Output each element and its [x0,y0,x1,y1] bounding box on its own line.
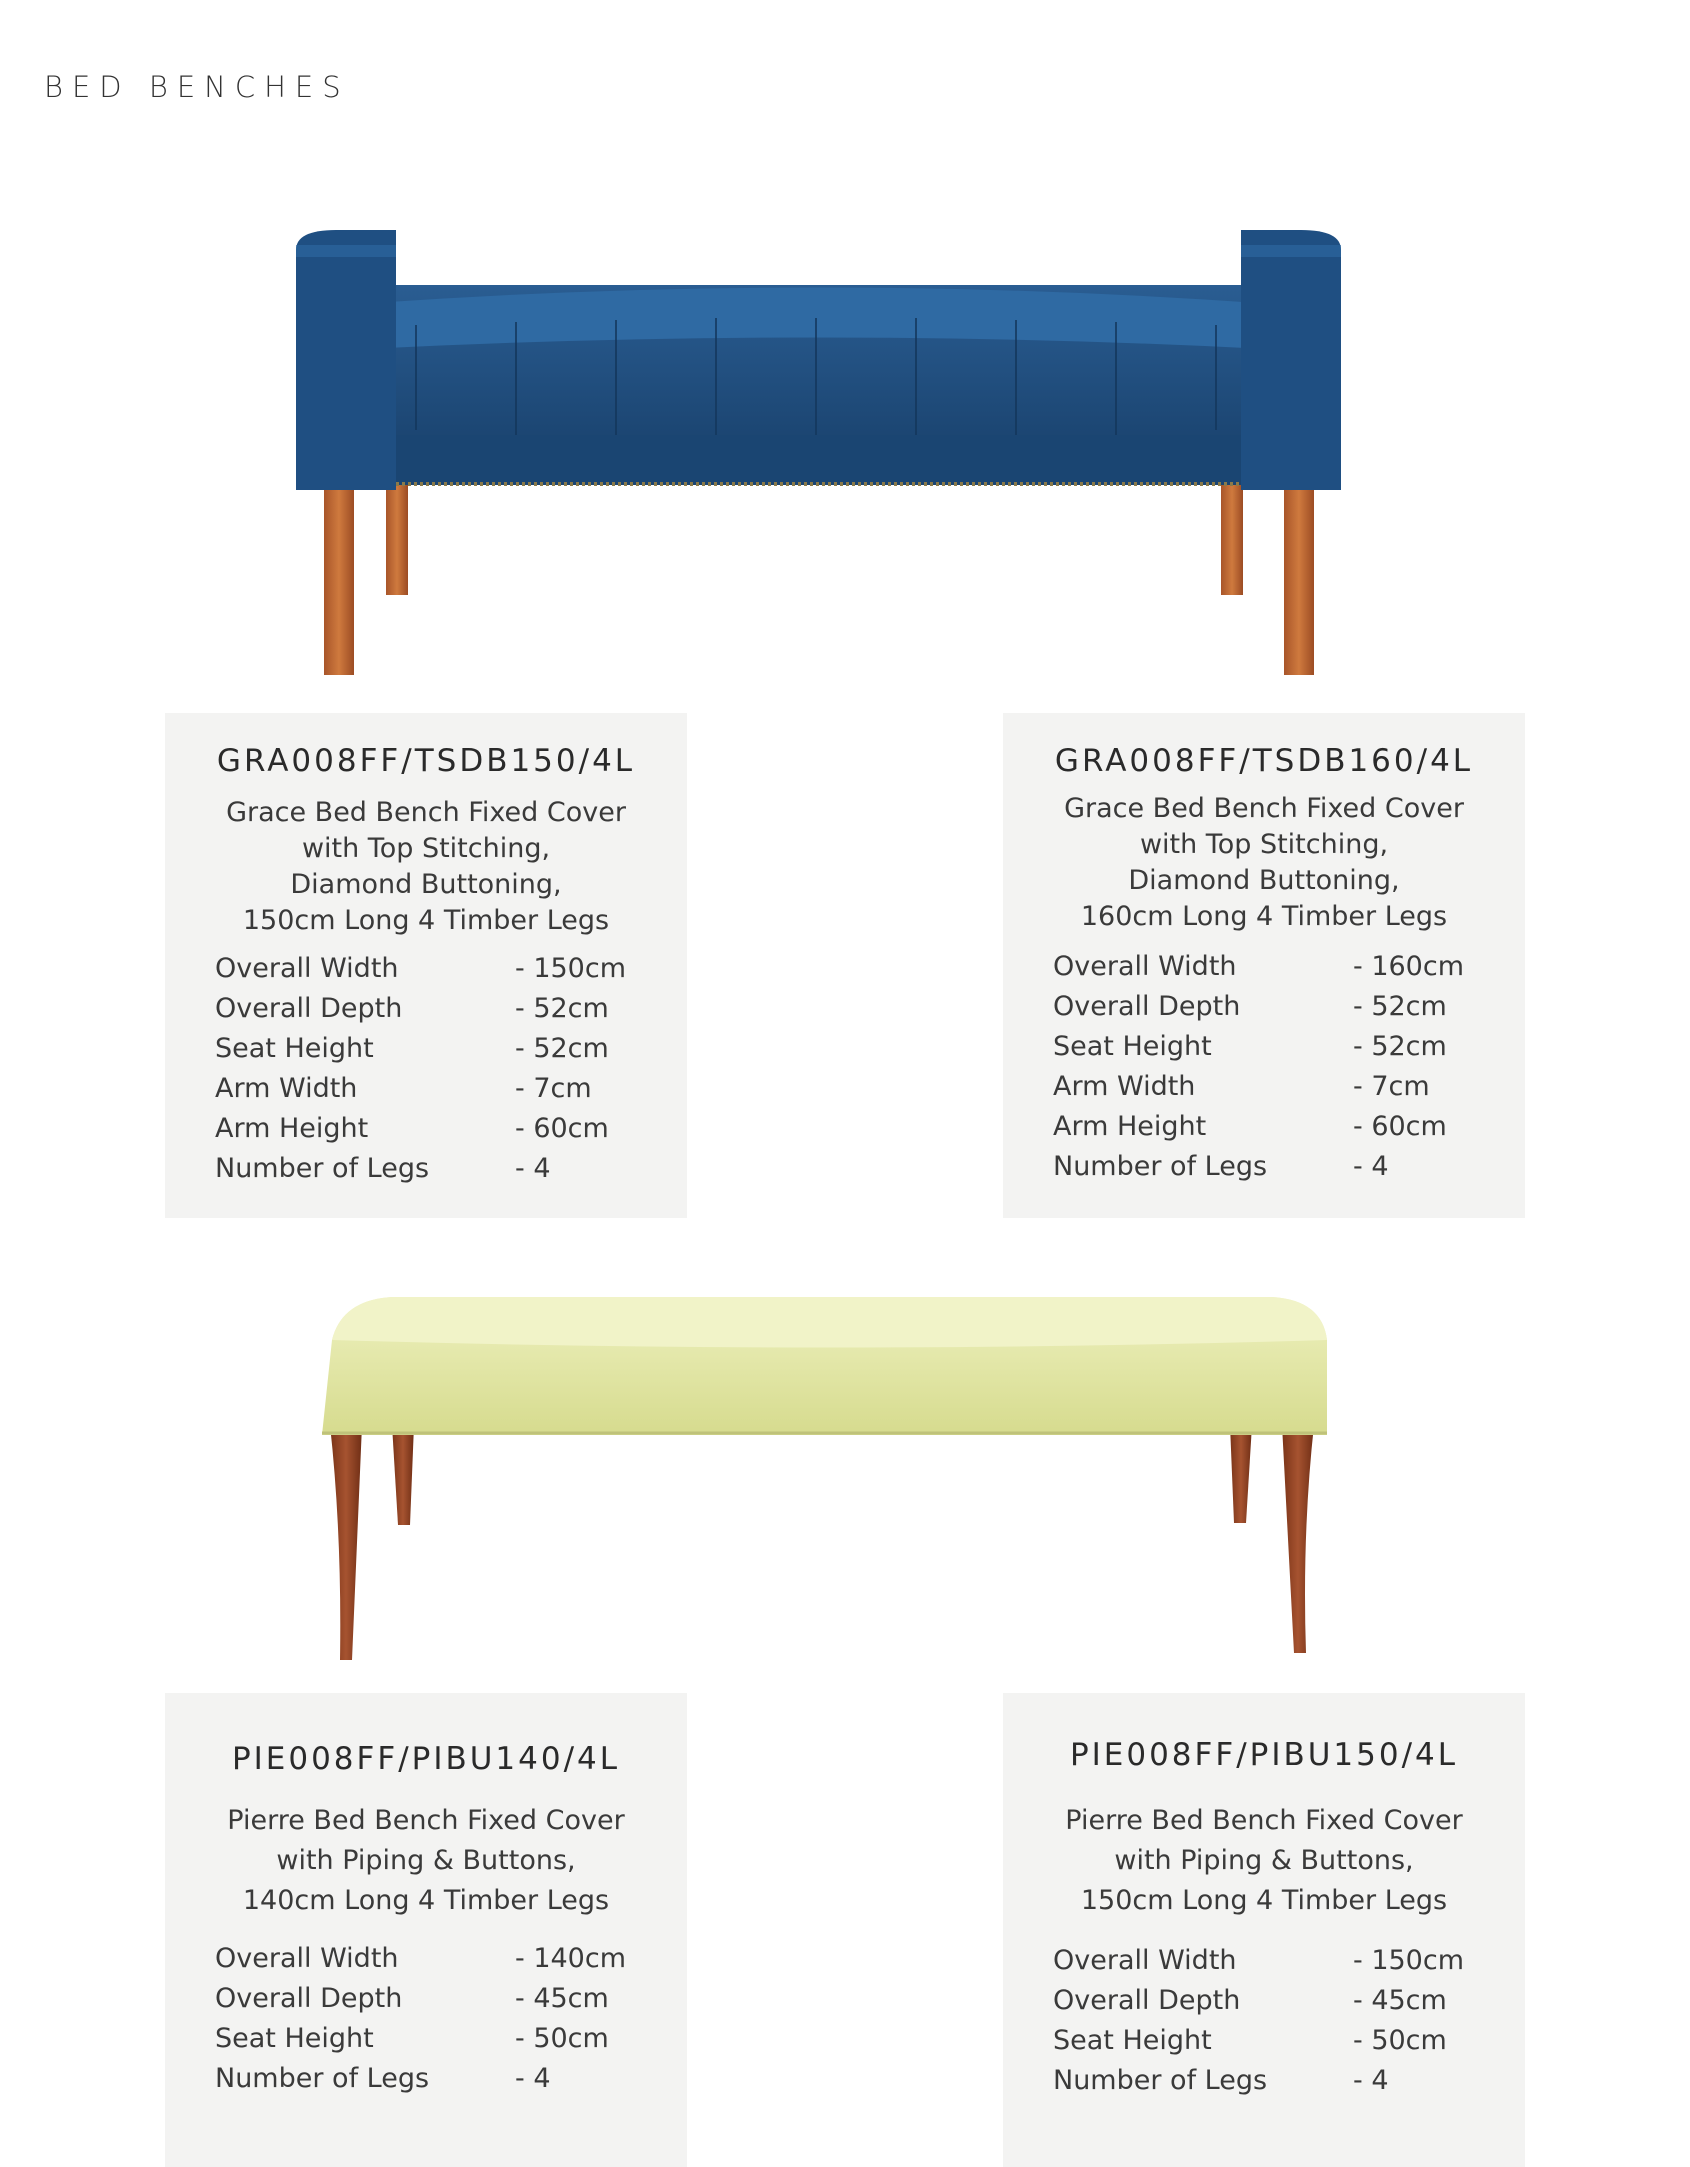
spec-row [1053,951,1493,991]
description-line: Grace Bed Bench Fixed Cover [226,797,626,828]
description-line: Pierre Bed Bench Fixed Cover [1065,1805,1463,1836]
spec-value: - 160cm [1353,951,1465,982]
spec-value: - 45cm [515,1983,609,2014]
spec-value: - 60cm [515,1113,609,1144]
spec-value: - 52cm [515,993,609,1024]
description-line: Grace Bed Bench Fixed Cover [1064,793,1464,824]
spec-label: Overall Width [215,953,399,984]
product-card-pie008ff-pibu140 [165,1693,687,2167]
description-line: with Piping & Buttons, [276,1845,576,1876]
product-description [165,795,687,939]
spec-row [215,2063,655,2103]
description-line: 160cm Long 4 Timber Legs [1080,901,1448,932]
spec-label: Arm Width [215,1073,358,1104]
description-line: 150cm Long 4 Timber Legs [1080,1885,1448,1916]
spec-label: Overall Width [1053,1945,1237,1976]
spec-row [1053,991,1493,1031]
spec-label: Arm Height [215,1113,369,1144]
page-title: BED BENCHES [44,70,350,104]
spec-value: - 52cm [1353,1031,1447,1062]
spec-value: - 150cm [515,953,627,984]
spec-value: - 7cm [515,1073,592,1104]
spec-label: Seat Height [215,2023,374,2054]
spec-row [1053,2025,1493,2065]
spec-label: Overall Depth [215,993,403,1024]
product-code: GRA008FF/TSDB160/4L [1054,743,1474,779]
spec-list [1053,1945,1493,2105]
spec-list [215,1943,655,2103]
spec-value: - 45cm [1353,1985,1447,2016]
spec-value: - 7cm [1353,1071,1430,1102]
description-line: 150cm Long 4 Timber Legs [242,905,610,936]
spec-row [1053,1031,1493,1071]
product-description [1003,1801,1525,1921]
product-card-gra008ff-tsdb150 [165,713,687,1218]
spec-value: - 4 [1353,2065,1389,2096]
spec-value: - 4 [515,2063,551,2094]
spec-value: - 52cm [1353,991,1447,1022]
spec-row [215,1113,655,1153]
spec-row [215,1153,655,1193]
grace-bed-bench-image [296,230,1341,680]
spec-label: Overall Width [1053,951,1237,982]
product-card-gra008ff-tsdb160 [1003,713,1525,1218]
spec-label: Seat Height [1053,1031,1212,1062]
spec-row [1053,1985,1493,2025]
spec-value: - 140cm [515,1943,627,1974]
spec-row [215,1943,655,1983]
spec-value: - 50cm [515,2023,609,2054]
spec-row [1053,1111,1493,1151]
description-line: with Piping & Buttons, [1114,1845,1414,1876]
spec-value: - 60cm [1353,1111,1447,1142]
spec-label: Arm Height [1053,1111,1207,1142]
spec-label: Overall Depth [1053,1985,1241,2016]
description-line: Pierre Bed Bench Fixed Cover [227,1805,625,1836]
description-line: 140cm Long 4 Timber Legs [242,1885,610,1916]
description-line: Diamond Buttoning, [1128,865,1400,896]
description-line: with Top Stitching, [1139,829,1389,860]
spec-row [215,953,655,993]
spec-row [1053,2065,1493,2105]
spec-row [1053,1071,1493,1111]
product-code: PIE008FF/PIBU150/4L [1069,1737,1459,1773]
spec-list [215,953,655,1193]
spec-label: Overall Depth [1053,991,1241,1022]
spec-row [1053,1151,1493,1191]
spec-row [215,1073,655,1113]
product-code: PIE008FF/PIBU140/4L [231,1741,621,1777]
pierre-bed-bench-image [312,1285,1332,1670]
product-description [1003,791,1525,935]
spec-label: Overall Depth [215,1983,403,2014]
spec-label: Overall Width [215,1943,399,1974]
spec-value: - 50cm [1353,2025,1447,2056]
spec-row [1053,1945,1493,1985]
product-code: GRA008FF/TSDB150/4L [216,743,636,779]
spec-label: Seat Height [215,1033,374,1064]
spec-row [215,2023,655,2063]
description-line: with Top Stitching, [301,833,551,864]
product-card-pie008ff-pibu150 [1003,1693,1525,2167]
spec-list [1053,951,1493,1191]
spec-value: - 52cm [515,1033,609,1064]
description-line: Diamond Buttoning, [290,869,562,900]
spec-label: Arm Width [1053,1071,1196,1102]
product-description [165,1801,687,1921]
spec-label: Number of Legs [215,1153,430,1184]
spec-row [215,1983,655,2023]
spec-label: Number of Legs [215,2063,430,2094]
spec-value: - 4 [515,1153,551,1184]
spec-label: Number of Legs [1053,2065,1268,2096]
spec-label: Number of Legs [1053,1151,1268,1182]
spec-label: Seat Height [1053,2025,1212,2056]
spec-row [215,993,655,1033]
spec-value: - 4 [1353,1151,1389,1182]
spec-row [215,1033,655,1073]
spec-value: - 150cm [1353,1945,1465,1976]
